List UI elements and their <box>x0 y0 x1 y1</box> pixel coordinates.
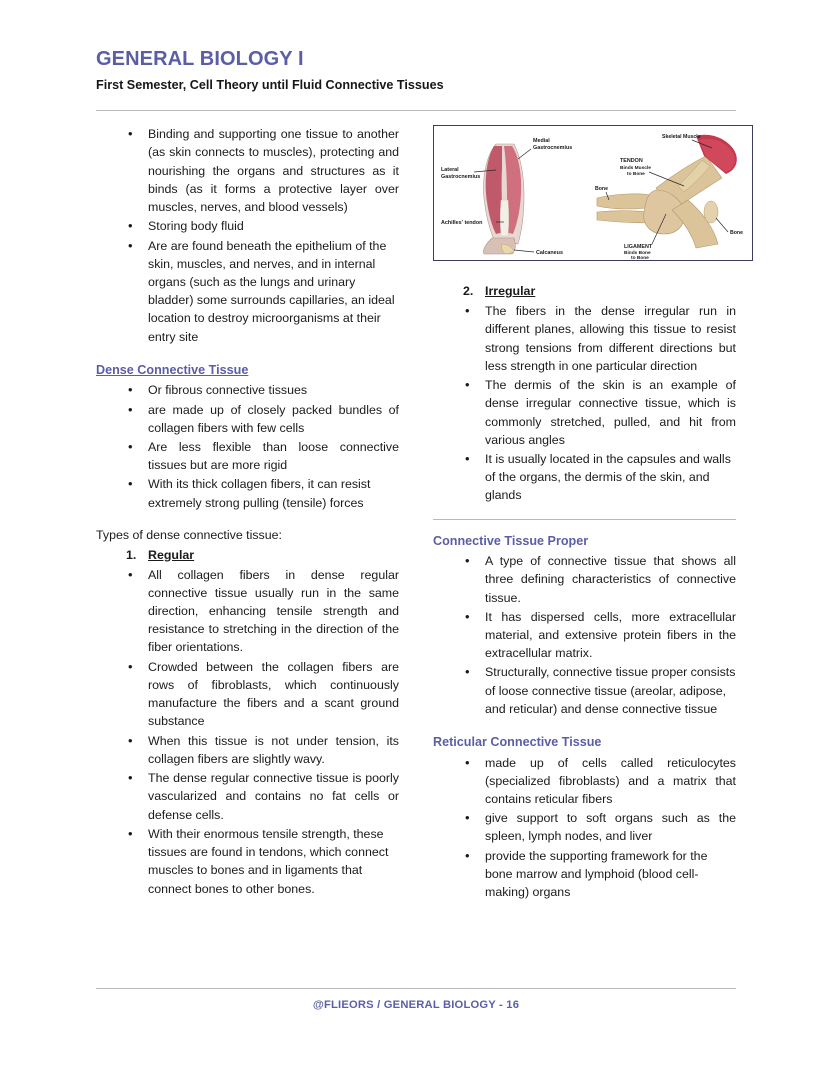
list-item: • With their enormous tensile strength, these tissues are found in tendons, which connect muscles to bones and in ligaments that connect bones to other bones. <box>126 825 399 898</box>
right-column <box>433 125 743 902</box>
list-item: • With its thick collagen fibers, it can resist extremely strong pulling (tensile) forces <box>126 475 399 511</box>
figure-label-tendon: TENDON <box>620 158 643 165</box>
list-item: • are made up of closely packed bundles of collagen fibers with few cells <box>126 401 399 437</box>
reticular-bullet-list <box>433 754 736 902</box>
list-label: Regular <box>148 547 195 562</box>
figure-label-medial-2: Gastrocnemius <box>533 145 573 152</box>
list-item-regular <box>126 547 399 565</box>
left-column <box>96 125 399 899</box>
list-number: 1. <box>126 547 137 562</box>
section-divider <box>433 519 736 520</box>
figure-label-tendon-3: to Bone <box>627 172 645 178</box>
figure-label-achilles: Achilles' tendon <box>441 220 483 227</box>
irregular-bullet-list <box>433 302 736 505</box>
anatomy-illustration <box>434 126 752 260</box>
header-divider <box>96 110 736 111</box>
figure-label-lateral-2: Gastrocnemius <box>441 174 481 181</box>
figure-label-tendon-2: Binds Muscle <box>620 166 651 172</box>
figure-label-lateral: Lateral <box>441 167 459 174</box>
list-item-irregular <box>463 283 736 301</box>
page-subtitle: First Semester, Cell Theory until Fluid Connective Tissues <box>96 78 444 92</box>
section-heading-reticular-connective-tissue: Reticular Connective Tissue <box>433 735 602 750</box>
figure-label-medial: Medial <box>533 138 550 145</box>
list-item: • Binding and supporting one tissue to another (as skin connects to muscles), protecting and nourishing the organs and structures as it binds (as it forms a protective layer over muscles, nerves, and blood vessels) <box>126 125 399 216</box>
types-lead-text: Types of dense connective tissue: <box>96 527 282 542</box>
figure-label-bone-left: Bone <box>595 186 608 193</box>
list-item: • It has dispersed cells, more extracellular material, and extensive protein fibers in the extracellular matrix. <box>463 608 736 663</box>
list-item: • The fibers in the dense irregular run in different planes, allowing this tissue to resist strong tensions from different directions but less strength in one particular direction <box>463 302 736 375</box>
document-header <box>96 48 736 111</box>
tendon-ligament-anatomy-figure <box>433 125 753 261</box>
figure-label-skeletal-muscle: Skeletal Muscle <box>662 134 701 141</box>
figure-label-bone-right: Bone <box>730 230 743 237</box>
footer-divider <box>96 988 736 989</box>
list-item: • Are less flexible than loose connective tissues but are more rigid <box>126 438 399 474</box>
regular-bullet-list <box>96 566 399 898</box>
section-heading-dense-connective-tissue: Dense Connective Tissue <box>96 362 249 377</box>
figure-label-ligament: LIGAMENT <box>624 244 653 251</box>
dense-connective-bullet-list <box>96 381 399 512</box>
dense-types-list-irregular <box>433 283 736 301</box>
connective-tissue-proper-bullet-list <box>433 552 736 718</box>
list-item: • The dense regular connective tissue is poorly vascularized and contains no fat cells or defense cells. <box>126 769 399 824</box>
list-item: • Crowded between the collagen fibers are rows of fibroblasts, which continuously manufacture the fibers and a scant ground substance <box>126 658 399 731</box>
list-item: • Are are found beneath the epithelium of the skin, muscles, and nerves, and in internal organs (such as the lungs and urinary bladder) some surrounds capillaries, an ideal location to destroy microorganisms at their entry site <box>126 237 399 346</box>
section-heading-connective-tissue-proper: Connective Tissue Proper <box>433 533 589 548</box>
list-item: • A type of connective tissue that shows all three defining characteristics of connective tissue. <box>463 552 736 607</box>
list-item: • provide the supporting framework for the bone marrow and lymphoid (blood cell-making) organs <box>463 847 736 902</box>
list-item: • Or fibrous connective tissues <box>126 381 399 399</box>
list-item: • Storing body fluid <box>126 217 399 235</box>
figure-label-ligament-2: Binds Bone <box>624 251 651 257</box>
dense-types-list <box>96 547 399 565</box>
footer-text: @FLIEORS / GENERAL BIOLOGY - 16 <box>312 999 520 1011</box>
list-item: • All collagen fibers in dense regular connective tissue usually run in the same direction, enhancing tensile strength and resistance to stretching in the direction of the fiber orientations. <box>126 566 399 657</box>
page-title: GENERAL BIOLOGY I <box>96 48 304 70</box>
two-column-body <box>96 125 743 902</box>
list-number: 2. <box>463 284 474 299</box>
figure-label-calcaneus: Calcaneus <box>536 250 563 257</box>
list-item: • When this tissue is not under tension, its collagen fibers are slightly wavy. <box>126 732 399 768</box>
list-item: • made up of cells called reticulocytes (specialized fibroblasts) and a matrix that contains reticular fibers <box>463 754 736 809</box>
list-item: • The dermis of the skin is an example of dense irregular connective tissue, which is commonly stretched, pulled, and hit from various angles <box>463 376 736 449</box>
intro-bullet-list <box>96 125 399 346</box>
list-item: • Structurally, connective tissue proper consists of loose connective tissue (areolar, adipose, and reticular) and dense connective tissue <box>463 663 736 718</box>
list-item: • It is usually located in the capsules and walls of the organs, the dermis of the skin, and glands <box>463 450 736 505</box>
list-item: • give support to soft organs such as the spleen, lymph nodes, and liver <box>463 809 736 845</box>
list-label: Irregular <box>485 284 536 299</box>
figure-label-ligament-3: to Bone <box>631 256 649 261</box>
document-footer <box>96 988 736 1011</box>
